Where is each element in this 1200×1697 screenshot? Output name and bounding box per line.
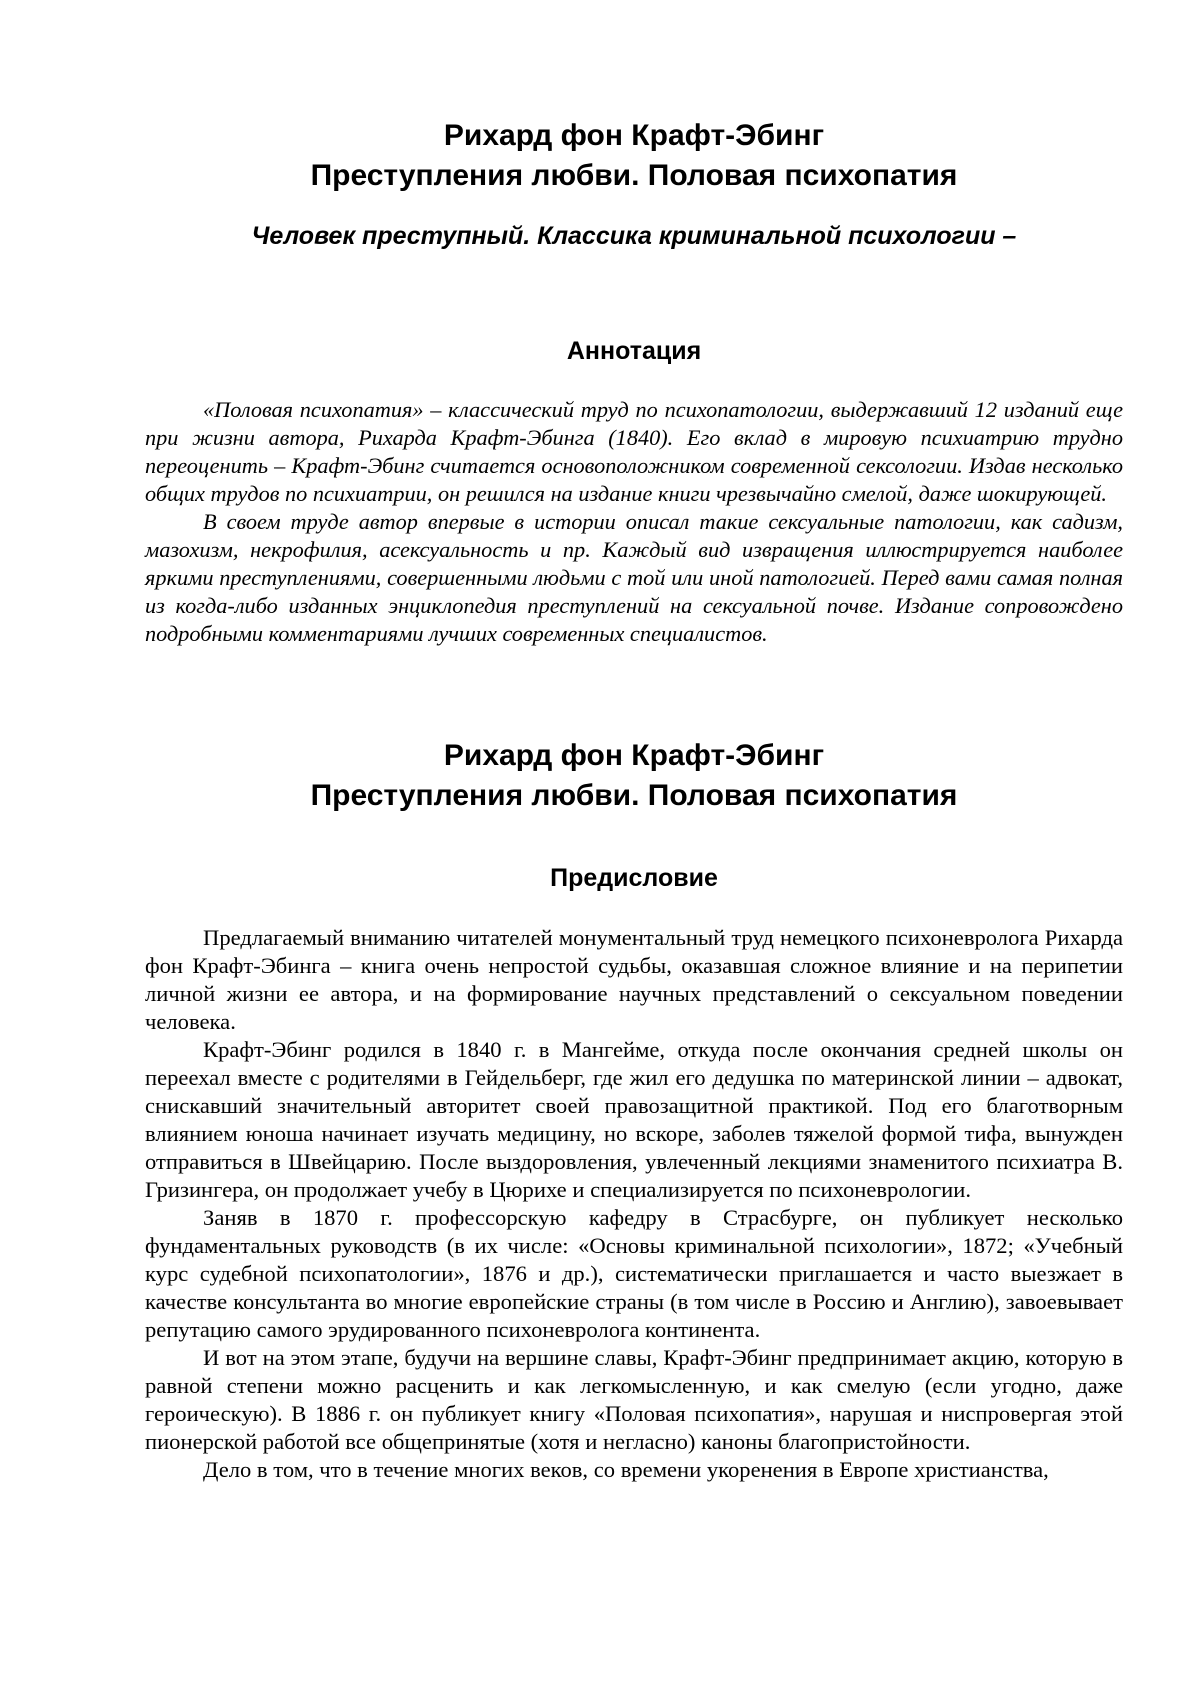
annotation-heading-block — [145, 334, 1123, 368]
annotation-heading: Аннотация — [566, 337, 702, 365]
preface-paragraph: И вот на этом этапе, будучи на вершине славы, Крафт-Эбинг предпринимает акцию, которую в равной степени можно расценить и как легкомысленную, и как смелую (если угодно, даже героическую). В 1886 г. он публикует книгу «Половая психопатия», нарушая и ниспровергая этой пионерской работой все общепринятые (хотя и негласно) каноны благопристойности. — [145, 1345, 1123, 1454]
preface-paragraph: Заняв в 1870 г. профессорскую кафедру в Страсбурге, он публикует несколько фундаментальных руководств (в их числе: «Основы криминальной психологии», 1872; «Учебный курс судебной психопатологии», 1876 и др.), систематически приглашается и часто выезжает в качестве консультанта во многие европейские страны (в том числе в Россию и Англию), завоевывает репутацию самого эрудированного психоневролога континента. — [145, 1205, 1123, 1342]
author-title: Рихард фон Крафт-Эбинг — [443, 739, 825, 772]
annotation-paragraph: В своем труде автор впервые в истории описал такие сексуальные патологии, как садизм, мазохизм, некрофилия, асексуальность и пр. Каждый вид извращения иллюстрируется наиболее яркими преступлениями, совершенными людьми с той или иной патологией. Перед вами самая полная из когда-либо изданных энциклопедия преступлений на сексуальной почве. Издание сопровождено подробными комментариями лучших современных специалистов. — [145, 509, 1123, 646]
annotation-body — [145, 396, 1123, 648]
annotation-paragraph: «Половая психопатия» – классический труд по психопатологии, выдержавший 12 изданий еще при жизни автора, Рихарда Крафт-Эбинга (1840). Его вклад в мировую психиатрию трудно переоценить – Крафт-Эбинг считается основоположником современной сексологии. Издав несколько общих трудов по психиатрии, он решился на издание книги чрезвычайно смелой, даже шокирующей. — [145, 397, 1123, 506]
preface-body — [145, 924, 1123, 1484]
preface-heading-block — [145, 861, 1123, 895]
preface-paragraph: Дело в том, что в течение многих веков, со времени укоренения в Европе христианства, — [203, 1457, 1049, 1482]
book-title: Преступления любви. Половая психопатия — [310, 779, 958, 812]
series-subtitle-block — [145, 219, 1123, 253]
title-block-second — [145, 736, 1123, 816]
author-title: Рихард фон Крафт-Эбинг — [443, 119, 825, 152]
series-subtitle: Человек преступный. Классика криминальной психологии – — [251, 222, 1017, 250]
title-block-top — [145, 116, 1123, 196]
book-title: Преступления любви. Половая психопатия — [310, 159, 958, 192]
preface-heading: Предисловие — [550, 864, 718, 892]
preface-paragraph: Предлагаемый вниманию читателей монументальный труд немецкого психоневролога Рихарда фон Крафт-Эбинга – книга очень непростой судьбы, оказавшая сложное влияние и на перипетии личной жизни ее автора, и на формирование научных представлений о сексуальном поведении человека. — [145, 925, 1123, 1034]
preface-paragraph: Крафт-Эбинг родился в 1840 г. в Мангейме, откуда после окончания средней школы он переехал вместе с родителями в Гейдельберг, где жил его дедушка по материнской линии – адвокат, снискавший значительный авторитет своей правозащитной практикой. Под его благотворным влиянием юноша начинает изучать медицину, но вскоре, заболев тяжелой формой тифа, вынужден отправиться в Швейцарию. После выздоровления, увлеченный лекциями знаменитого психиатра В. Гризингера, он продолжает учебу в Цюрихе и специализируется по психоневрологии. — [145, 1037, 1123, 1202]
